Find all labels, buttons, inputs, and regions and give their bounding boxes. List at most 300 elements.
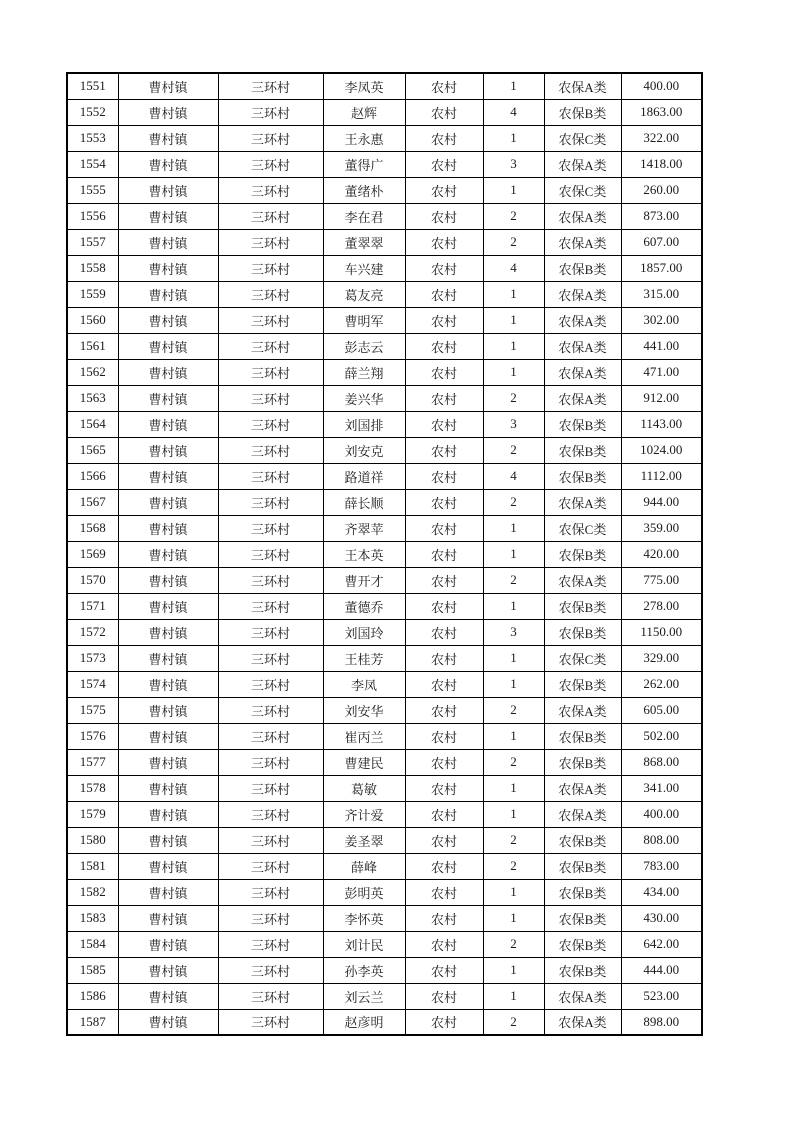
cell-amount: 1863.00 [621, 99, 702, 125]
cell-insurance-class: 农保A类 [544, 333, 621, 359]
cell-count: 1 [483, 723, 544, 749]
cell-category: 农村 [405, 125, 483, 151]
cell-town: 曹村镇 [118, 905, 218, 931]
table-row [67, 307, 702, 333]
cell-count: 2 [483, 1009, 544, 1035]
cell-village: 三环村 [218, 567, 323, 593]
cell-amount: 322.00 [621, 125, 702, 151]
cell-village: 三环村 [218, 853, 323, 879]
cell-seq: 1554 [67, 151, 118, 177]
table-row [67, 1009, 702, 1035]
cell-amount: 302.00 [621, 307, 702, 333]
cell-name: 姜兴华 [323, 385, 405, 411]
cell-count: 2 [483, 853, 544, 879]
cell-village: 三环村 [218, 203, 323, 229]
cell-insurance-class: 农保C类 [544, 515, 621, 541]
cell-category: 农村 [405, 307, 483, 333]
cell-amount: 434.00 [621, 879, 702, 905]
cell-seq: 1574 [67, 671, 118, 697]
cell-insurance-class: 农保A类 [544, 385, 621, 411]
cell-count: 3 [483, 411, 544, 437]
cell-amount: 783.00 [621, 853, 702, 879]
cell-village: 三环村 [218, 151, 323, 177]
table-row [67, 593, 702, 619]
cell-town: 曹村镇 [118, 541, 218, 567]
table-row [67, 255, 702, 281]
cell-name: 彭明英 [323, 879, 405, 905]
cell-town: 曹村镇 [118, 203, 218, 229]
cell-town: 曹村镇 [118, 645, 218, 671]
table-row [67, 359, 702, 385]
cell-insurance-class: 农保B类 [544, 541, 621, 567]
cell-insurance-class: 农保A类 [544, 307, 621, 333]
cell-insurance-class: 农保B类 [544, 905, 621, 931]
cell-insurance-class: 农保C类 [544, 177, 621, 203]
cell-name: 薛兰翔 [323, 359, 405, 385]
table-row [67, 957, 702, 983]
cell-seq: 1556 [67, 203, 118, 229]
insurance-roster-table [66, 72, 703, 1036]
cell-insurance-class: 农保B类 [544, 853, 621, 879]
table-row [67, 671, 702, 697]
cell-amount: 607.00 [621, 229, 702, 255]
cell-amount: 523.00 [621, 983, 702, 1009]
cell-insurance-class: 农保A类 [544, 697, 621, 723]
cell-name: 崔丙兰 [323, 723, 405, 749]
cell-insurance-class: 农保B类 [544, 437, 621, 463]
table-row [67, 905, 702, 931]
cell-village: 三环村 [218, 645, 323, 671]
cell-count: 1 [483, 983, 544, 1009]
cell-seq: 1559 [67, 281, 118, 307]
cell-village: 三环村 [218, 957, 323, 983]
cell-town: 曹村镇 [118, 801, 218, 827]
cell-insurance-class: 农保B类 [544, 879, 621, 905]
cell-count: 3 [483, 151, 544, 177]
cell-amount: 605.00 [621, 697, 702, 723]
cell-seq: 1573 [67, 645, 118, 671]
cell-name: 李在君 [323, 203, 405, 229]
cell-count: 1 [483, 905, 544, 931]
cell-town: 曹村镇 [118, 775, 218, 801]
cell-category: 农村 [405, 541, 483, 567]
cell-name: 刘安克 [323, 437, 405, 463]
cell-insurance-class: 农保B类 [544, 255, 621, 281]
cell-insurance-class: 农保B类 [544, 463, 621, 489]
cell-insurance-class: 农保A类 [544, 775, 621, 801]
cell-category: 农村 [405, 905, 483, 931]
table-row [67, 775, 702, 801]
cell-amount: 944.00 [621, 489, 702, 515]
cell-town: 曹村镇 [118, 307, 218, 333]
cell-insurance-class: 农保A类 [544, 229, 621, 255]
cell-amount: 868.00 [621, 749, 702, 775]
cell-name: 曹明军 [323, 307, 405, 333]
table-row [67, 801, 702, 827]
cell-name: 彭志云 [323, 333, 405, 359]
cell-name: 李凤英 [323, 73, 405, 99]
table-row [67, 385, 702, 411]
cell-insurance-class: 农保B类 [544, 957, 621, 983]
cell-count: 2 [483, 437, 544, 463]
cell-category: 农村 [405, 1009, 483, 1035]
cell-village: 三环村 [218, 671, 323, 697]
cell-count: 2 [483, 385, 544, 411]
cell-name: 赵辉 [323, 99, 405, 125]
cell-village: 三环村 [218, 281, 323, 307]
cell-count: 1 [483, 879, 544, 905]
cell-name: 曹开才 [323, 567, 405, 593]
cell-insurance-class: 农保A类 [544, 281, 621, 307]
cell-name: 齐翠苹 [323, 515, 405, 541]
cell-village: 三环村 [218, 437, 323, 463]
cell-amount: 1150.00 [621, 619, 702, 645]
cell-name: 葛友亮 [323, 281, 405, 307]
cell-village: 三环村 [218, 229, 323, 255]
cell-category: 农村 [405, 281, 483, 307]
cell-name: 董德乔 [323, 593, 405, 619]
cell-amount: 1112.00 [621, 463, 702, 489]
cell-village: 三环村 [218, 177, 323, 203]
cell-seq: 1572 [67, 619, 118, 645]
cell-village: 三环村 [218, 723, 323, 749]
cell-insurance-class: 农保B类 [544, 671, 621, 697]
cell-seq: 1586 [67, 983, 118, 1009]
cell-village: 三环村 [218, 125, 323, 151]
cell-seq: 1578 [67, 775, 118, 801]
table-row [67, 567, 702, 593]
cell-amount: 775.00 [621, 567, 702, 593]
cell-town: 曹村镇 [118, 619, 218, 645]
cell-insurance-class: 农保B类 [544, 593, 621, 619]
cell-category: 农村 [405, 567, 483, 593]
cell-seq: 1560 [67, 307, 118, 333]
cell-seq: 1570 [67, 567, 118, 593]
cell-category: 农村 [405, 515, 483, 541]
cell-count: 1 [483, 671, 544, 697]
cell-town: 曹村镇 [118, 359, 218, 385]
cell-village: 三环村 [218, 385, 323, 411]
cell-town: 曹村镇 [118, 281, 218, 307]
cell-count: 1 [483, 177, 544, 203]
cell-count: 1 [483, 645, 544, 671]
cell-name: 刘计民 [323, 931, 405, 957]
cell-name: 董翠翠 [323, 229, 405, 255]
cell-seq: 1563 [67, 385, 118, 411]
cell-count: 1 [483, 73, 544, 99]
cell-name: 董得广 [323, 151, 405, 177]
cell-category: 农村 [405, 99, 483, 125]
cell-count: 2 [483, 203, 544, 229]
cell-amount: 502.00 [621, 723, 702, 749]
cell-seq: 1565 [67, 437, 118, 463]
cell-town: 曹村镇 [118, 567, 218, 593]
cell-count: 1 [483, 801, 544, 827]
cell-amount: 444.00 [621, 957, 702, 983]
cell-village: 三环村 [218, 99, 323, 125]
cell-town: 曹村镇 [118, 125, 218, 151]
cell-name: 赵彦明 [323, 1009, 405, 1035]
cell-category: 农村 [405, 359, 483, 385]
cell-town: 曹村镇 [118, 983, 218, 1009]
cell-seq: 1587 [67, 1009, 118, 1035]
cell-amount: 262.00 [621, 671, 702, 697]
cell-count: 3 [483, 619, 544, 645]
cell-town: 曹村镇 [118, 827, 218, 853]
cell-seq: 1562 [67, 359, 118, 385]
cell-insurance-class: 农保B类 [544, 411, 621, 437]
cell-category: 农村 [405, 749, 483, 775]
cell-village: 三环村 [218, 619, 323, 645]
cell-insurance-class: 农保A类 [544, 489, 621, 515]
cell-amount: 642.00 [621, 931, 702, 957]
cell-category: 农村 [405, 203, 483, 229]
cell-village: 三环村 [218, 333, 323, 359]
cell-seq: 1566 [67, 463, 118, 489]
cell-count: 2 [483, 931, 544, 957]
cell-amount: 420.00 [621, 541, 702, 567]
cell-name: 刘安华 [323, 697, 405, 723]
cell-town: 曹村镇 [118, 411, 218, 437]
table-row [67, 151, 702, 177]
table-row [67, 125, 702, 151]
cell-seq: 1584 [67, 931, 118, 957]
cell-village: 三环村 [218, 827, 323, 853]
cell-category: 农村 [405, 983, 483, 1009]
cell-village: 三环村 [218, 879, 323, 905]
cell-insurance-class: 农保B类 [544, 749, 621, 775]
cell-amount: 400.00 [621, 73, 702, 99]
cell-category: 农村 [405, 775, 483, 801]
cell-count: 2 [483, 827, 544, 853]
cell-name: 路道祥 [323, 463, 405, 489]
cell-count: 4 [483, 99, 544, 125]
cell-insurance-class: 农保A类 [544, 983, 621, 1009]
cell-town: 曹村镇 [118, 437, 218, 463]
cell-category: 农村 [405, 671, 483, 697]
cell-category: 农村 [405, 827, 483, 853]
cell-amount: 329.00 [621, 645, 702, 671]
table-row [67, 281, 702, 307]
cell-count: 2 [483, 229, 544, 255]
cell-town: 曹村镇 [118, 593, 218, 619]
cell-count: 2 [483, 489, 544, 515]
table-row [67, 983, 702, 1009]
cell-seq: 1577 [67, 749, 118, 775]
cell-town: 曹村镇 [118, 385, 218, 411]
table-row [67, 853, 702, 879]
cell-name: 车兴建 [323, 255, 405, 281]
cell-seq: 1568 [67, 515, 118, 541]
table-row [67, 645, 702, 671]
table-row [67, 411, 702, 437]
cell-seq: 1561 [67, 333, 118, 359]
cell-seq: 1583 [67, 905, 118, 931]
cell-name: 刘云兰 [323, 983, 405, 1009]
cell-category: 农村 [405, 411, 483, 437]
cell-amount: 808.00 [621, 827, 702, 853]
cell-seq: 1569 [67, 541, 118, 567]
cell-category: 农村 [405, 437, 483, 463]
table-row [67, 489, 702, 515]
cell-category: 农村 [405, 853, 483, 879]
cell-village: 三环村 [218, 411, 323, 437]
cell-town: 曹村镇 [118, 697, 218, 723]
cell-seq: 1555 [67, 177, 118, 203]
table-row [67, 203, 702, 229]
cell-name: 薛长顺 [323, 489, 405, 515]
cell-count: 2 [483, 749, 544, 775]
cell-count: 1 [483, 541, 544, 567]
cell-town: 曹村镇 [118, 931, 218, 957]
cell-category: 农村 [405, 931, 483, 957]
cell-category: 农村 [405, 333, 483, 359]
cell-town: 曹村镇 [118, 1009, 218, 1035]
cell-category: 农村 [405, 801, 483, 827]
cell-category: 农村 [405, 489, 483, 515]
table-row [67, 73, 702, 99]
table-row [67, 879, 702, 905]
table-row [67, 749, 702, 775]
cell-insurance-class: 农保A类 [544, 151, 621, 177]
cell-count: 1 [483, 307, 544, 333]
cell-seq: 1575 [67, 697, 118, 723]
cell-town: 曹村镇 [118, 749, 218, 775]
cell-seq: 1585 [67, 957, 118, 983]
table-row [67, 229, 702, 255]
cell-count: 1 [483, 775, 544, 801]
cell-amount: 278.00 [621, 593, 702, 619]
cell-insurance-class: 农保A类 [544, 73, 621, 99]
cell-category: 农村 [405, 697, 483, 723]
cell-count: 1 [483, 281, 544, 307]
cell-town: 曹村镇 [118, 99, 218, 125]
cell-village: 三环村 [218, 775, 323, 801]
cell-category: 农村 [405, 255, 483, 281]
cell-village: 三环村 [218, 905, 323, 931]
cell-amount: 912.00 [621, 385, 702, 411]
cell-village: 三环村 [218, 255, 323, 281]
cell-town: 曹村镇 [118, 515, 218, 541]
cell-category: 农村 [405, 177, 483, 203]
table-row [67, 437, 702, 463]
cell-insurance-class: 农保B类 [544, 619, 621, 645]
cell-name: 王本英 [323, 541, 405, 567]
cell-amount: 341.00 [621, 775, 702, 801]
cell-category: 农村 [405, 619, 483, 645]
cell-count: 1 [483, 957, 544, 983]
cell-count: 2 [483, 567, 544, 593]
cell-amount: 430.00 [621, 905, 702, 931]
cell-village: 三环村 [218, 541, 323, 567]
cell-seq: 1571 [67, 593, 118, 619]
cell-town: 曹村镇 [118, 957, 218, 983]
cell-seq: 1558 [67, 255, 118, 281]
cell-seq: 1576 [67, 723, 118, 749]
cell-village: 三环村 [218, 73, 323, 99]
cell-seq: 1551 [67, 73, 118, 99]
cell-category: 农村 [405, 593, 483, 619]
cell-insurance-class: 农保B类 [544, 827, 621, 853]
cell-insurance-class: 农保A类 [544, 801, 621, 827]
cell-name: 李怀英 [323, 905, 405, 931]
cell-town: 曹村镇 [118, 151, 218, 177]
table-row [67, 541, 702, 567]
cell-town: 曹村镇 [118, 73, 218, 99]
cell-count: 4 [483, 255, 544, 281]
cell-category: 农村 [405, 879, 483, 905]
cell-village: 三环村 [218, 749, 323, 775]
cell-category: 农村 [405, 645, 483, 671]
cell-name: 刘国玲 [323, 619, 405, 645]
table-row [67, 99, 702, 125]
cell-town: 曹村镇 [118, 723, 218, 749]
cell-insurance-class: 农保C类 [544, 645, 621, 671]
cell-seq: 1581 [67, 853, 118, 879]
table-row [67, 931, 702, 957]
cell-town: 曹村镇 [118, 333, 218, 359]
table-row [67, 515, 702, 541]
cell-town: 曹村镇 [118, 853, 218, 879]
cell-town: 曹村镇 [118, 879, 218, 905]
cell-village: 三环村 [218, 463, 323, 489]
table-row [67, 619, 702, 645]
cell-seq: 1580 [67, 827, 118, 853]
table-body [67, 73, 702, 1035]
cell-name: 齐计爱 [323, 801, 405, 827]
cell-name: 葛敏 [323, 775, 405, 801]
cell-name: 王桂芳 [323, 645, 405, 671]
cell-amount: 1857.00 [621, 255, 702, 281]
cell-category: 农村 [405, 723, 483, 749]
cell-seq: 1582 [67, 879, 118, 905]
cell-amount: 1418.00 [621, 151, 702, 177]
cell-count: 1 [483, 333, 544, 359]
cell-name: 薛峰 [323, 853, 405, 879]
cell-seq: 1552 [67, 99, 118, 125]
table-row [67, 463, 702, 489]
cell-insurance-class: 农保C类 [544, 125, 621, 151]
cell-amount: 898.00 [621, 1009, 702, 1035]
cell-category: 农村 [405, 229, 483, 255]
cell-count: 1 [483, 125, 544, 151]
cell-name: 刘国排 [323, 411, 405, 437]
cell-village: 三环村 [218, 307, 323, 333]
cell-name: 曹建民 [323, 749, 405, 775]
cell-category: 农村 [405, 463, 483, 489]
table-row [67, 177, 702, 203]
cell-category: 农村 [405, 73, 483, 99]
cell-village: 三环村 [218, 489, 323, 515]
cell-town: 曹村镇 [118, 229, 218, 255]
cell-category: 农村 [405, 957, 483, 983]
cell-seq: 1553 [67, 125, 118, 151]
cell-village: 三环村 [218, 801, 323, 827]
cell-seq: 1579 [67, 801, 118, 827]
cell-amount: 359.00 [621, 515, 702, 541]
cell-insurance-class: 农保B类 [544, 723, 621, 749]
cell-village: 三环村 [218, 515, 323, 541]
cell-town: 曹村镇 [118, 177, 218, 203]
table-row [67, 333, 702, 359]
cell-village: 三环村 [218, 697, 323, 723]
cell-town: 曹村镇 [118, 671, 218, 697]
cell-insurance-class: 农保B类 [544, 99, 621, 125]
table-row [67, 723, 702, 749]
cell-count: 2 [483, 697, 544, 723]
cell-insurance-class: 农保B类 [544, 931, 621, 957]
cell-count: 1 [483, 593, 544, 619]
